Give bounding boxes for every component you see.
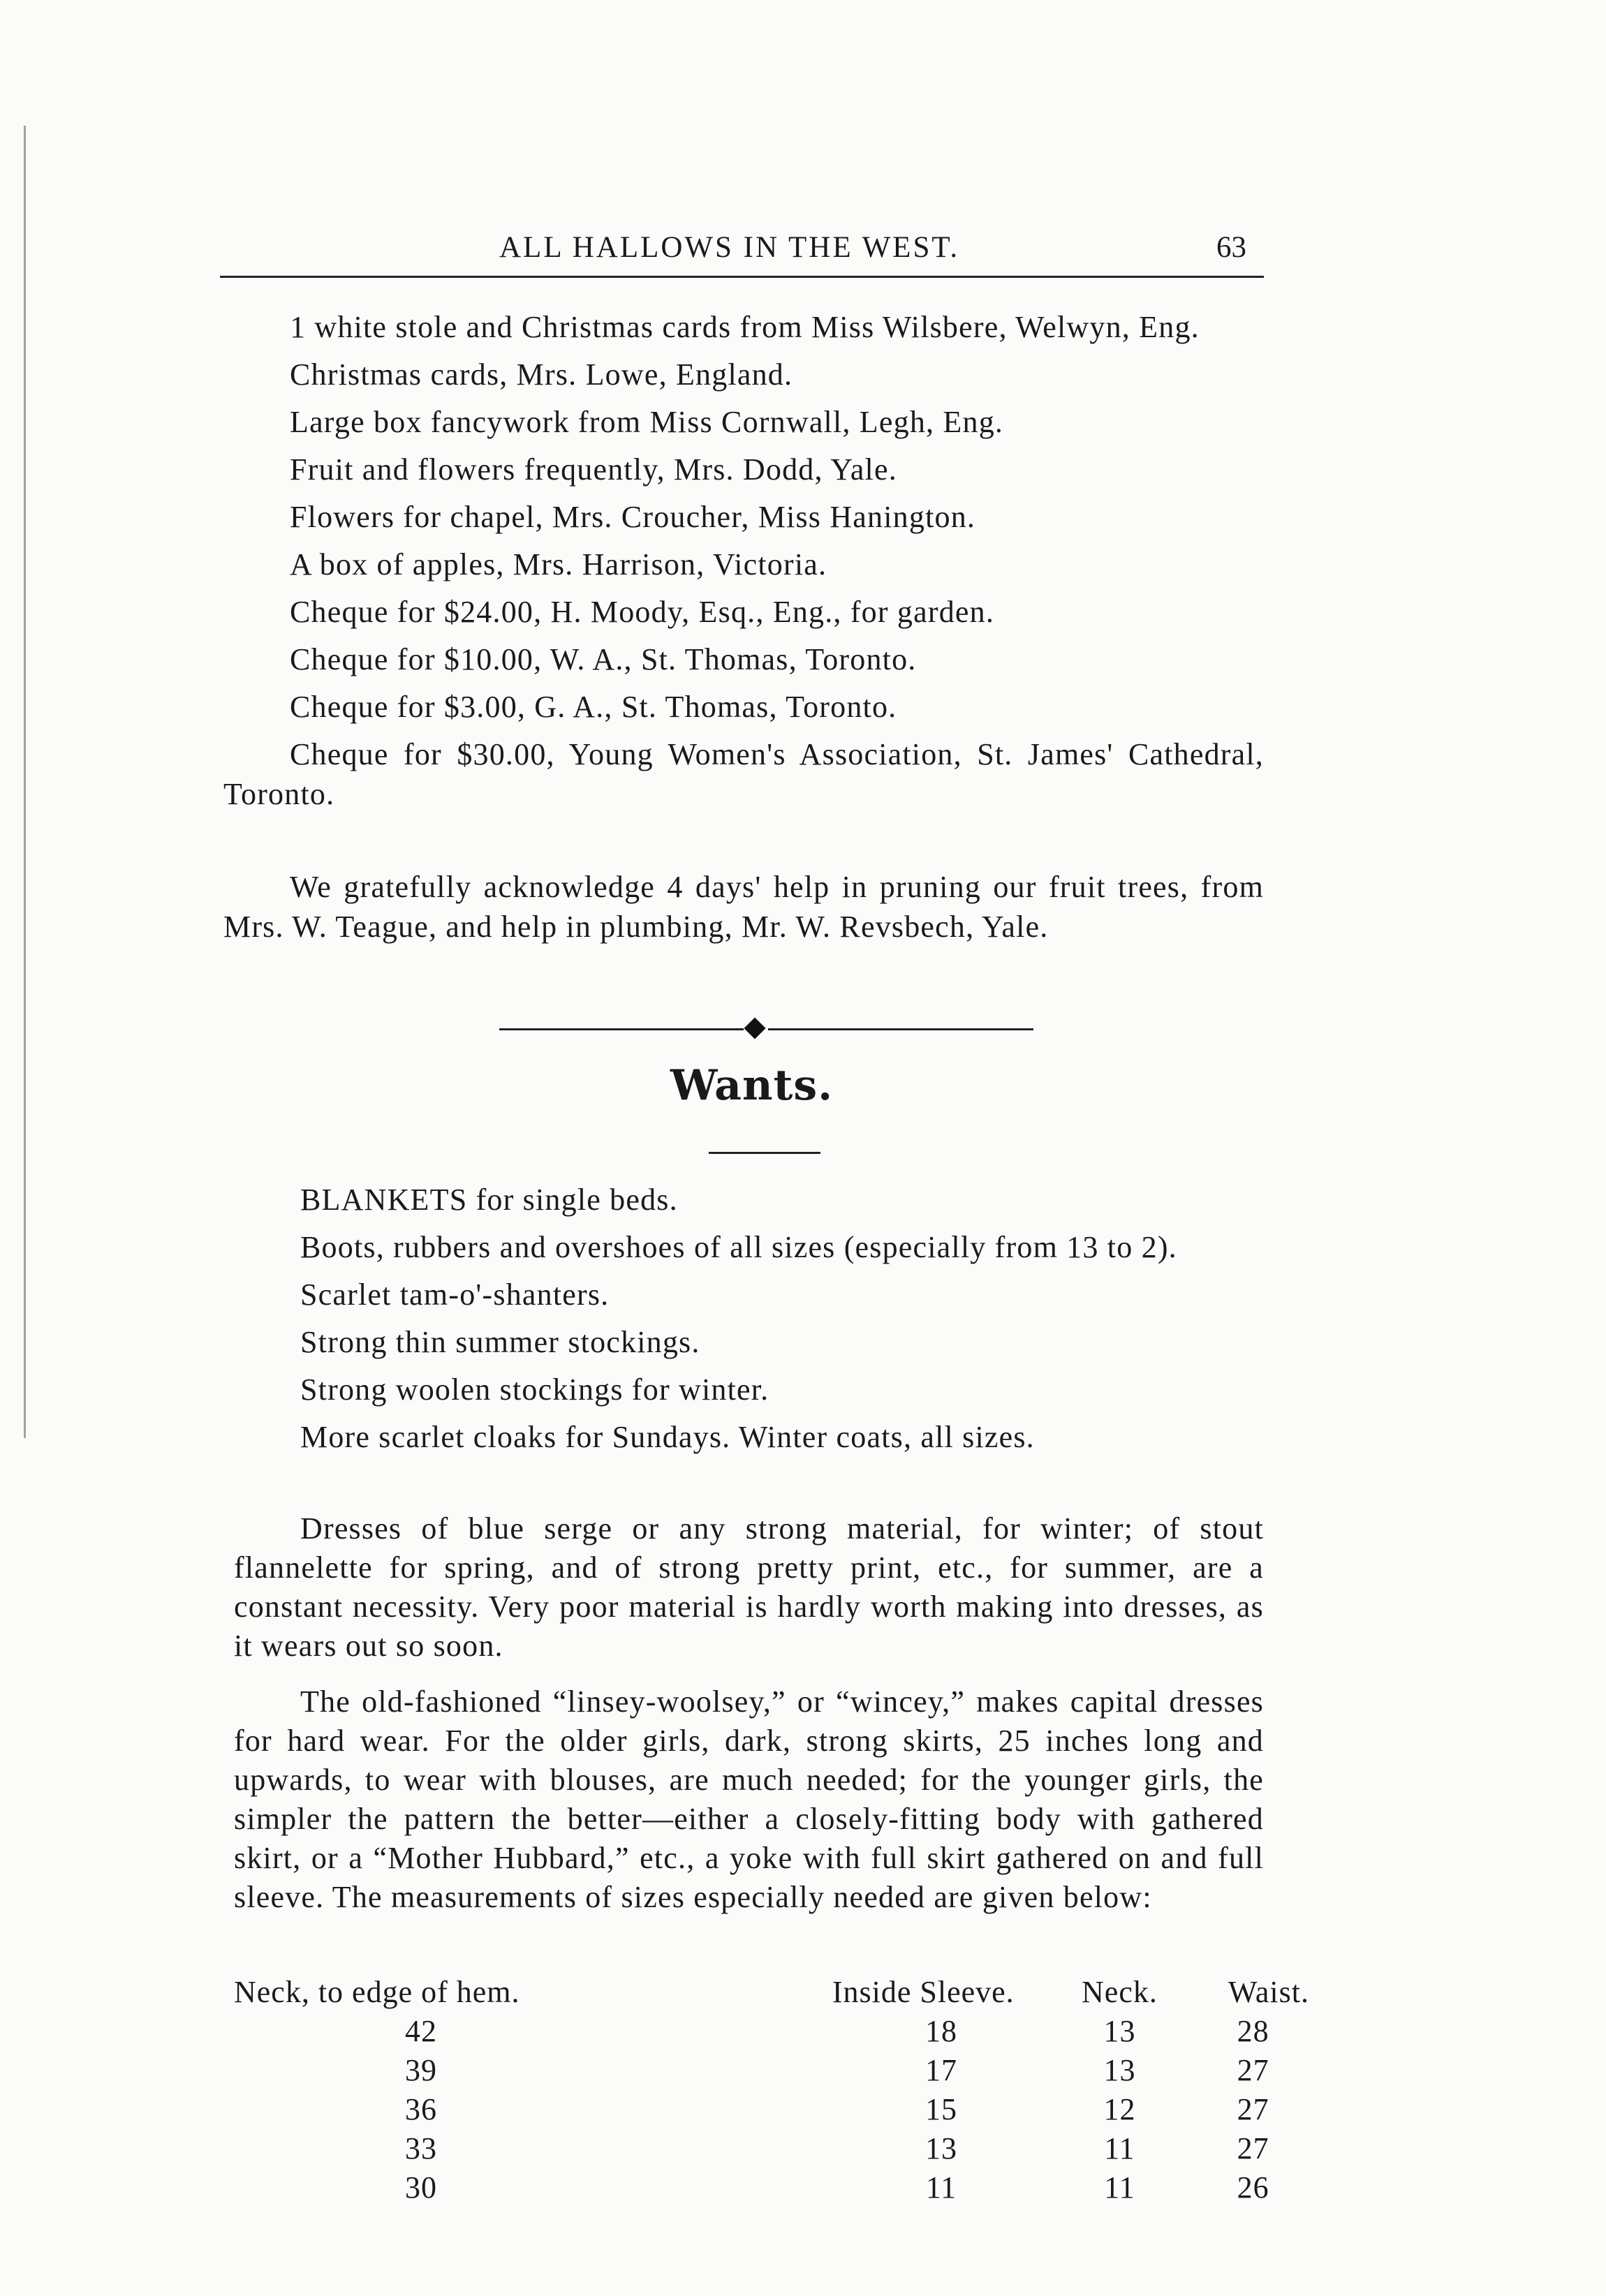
running-title: ALL HALLOWS IN THE WEST. bbox=[499, 231, 960, 264]
table-cell: 15 bbox=[925, 2091, 957, 2126]
table-row bbox=[234, 2168, 1309, 2207]
ack-item: Fruit and flowers frequently, Mrs. Dodd, Yale. bbox=[290, 452, 897, 487]
wants-item: Scarlet tam-o'-shanters. bbox=[300, 1277, 610, 1312]
ack-item: 1 white stole and Christmas cards from Miss Wilsbere, Welwyn, Eng. bbox=[290, 310, 1200, 344]
ack-item: Cheque for $10.00, W. A., St. Thomas, Toronto. bbox=[290, 642, 917, 676]
ack-item: Cheque for $24.00, H. Moody, Esq., Eng., for garden. bbox=[290, 595, 995, 629]
header-rule bbox=[220, 276, 1264, 278]
column-header: Neck, to edge of hem. bbox=[234, 1974, 520, 2009]
section-divider-ornament bbox=[499, 1021, 1033, 1037]
linsey-woolsey-paragraph bbox=[234, 1682, 1264, 1917]
dresses-paragraph bbox=[234, 1509, 1264, 1666]
table-cell: 26 bbox=[1237, 2170, 1269, 2205]
table-row bbox=[234, 2089, 1309, 2128]
diamond-ornament-icon bbox=[744, 1017, 765, 1039]
table-cell: 12 bbox=[1103, 2091, 1136, 2126]
acknowledgements-list bbox=[223, 307, 1264, 822]
table-cell: 39 bbox=[405, 2052, 437, 2087]
table-row bbox=[234, 2050, 1309, 2089]
table-cell: 28 bbox=[1237, 2013, 1269, 2048]
wants-heading-rule bbox=[709, 1152, 820, 1154]
wants-item: Strong thin summer stockings. bbox=[300, 1325, 700, 1359]
ack-item: Flowers for chapel, Mrs. Croucher, Miss Hanington. bbox=[290, 500, 976, 534]
table-cell: 27 bbox=[1237, 2131, 1269, 2165]
table-cell: 11 bbox=[1104, 2170, 1135, 2205]
table-cell: 13 bbox=[925, 2131, 957, 2165]
table-cell: 17 bbox=[925, 2052, 957, 2087]
sizes-table-header-row bbox=[234, 1972, 1309, 2011]
running-header bbox=[220, 230, 1246, 272]
table-cell: 27 bbox=[1237, 2052, 1269, 2087]
wants-item: Boots, rubbers and overshoes of all sizes (especially from 13 to 2). bbox=[300, 1230, 1177, 1264]
wants-item: Strong woolen stockings for winter. bbox=[300, 1372, 769, 1407]
table-cell: 11 bbox=[925, 2170, 957, 2205]
divider-rule-left bbox=[499, 1028, 744, 1030]
table-cell: 36 bbox=[405, 2091, 437, 2126]
ack-item: A box of apples, Mrs. Harrison, Victoria. bbox=[290, 547, 827, 582]
table-cell: 27 bbox=[1237, 2091, 1269, 2126]
ack-item: Cheque for $3.00, G. A., St. Thomas, Toronto. bbox=[290, 690, 897, 724]
wants-item: BLANKETS for single beds. bbox=[300, 1183, 678, 1217]
wants-item: More scarlet cloaks for Sundays. Winter coats, all sizes. bbox=[300, 1420, 1035, 1454]
table-cell: 42 bbox=[405, 2013, 437, 2048]
acknowledgement-note bbox=[223, 867, 1264, 947]
ack-item: Large box fancywork from Miss Cornwall, Legh, Eng. bbox=[290, 405, 1004, 439]
table-cell: 11 bbox=[1104, 2131, 1135, 2165]
ack-note-text: We gratefully acknowledge 4 days' help in pruning our fruit trees, from Mrs. W. Teague, and help in plumbing, Mr. W. Revsbech, Yale. bbox=[223, 870, 1264, 944]
ack-item: Cheque for $30.00, Young Women's Association, St. James' Cathedral, Toronto. bbox=[223, 737, 1264, 811]
table-cell: 33 bbox=[405, 2131, 437, 2165]
column-header: Neck. bbox=[1082, 1974, 1158, 2009]
table-row bbox=[234, 2128, 1309, 2168]
page-number: 63 bbox=[1216, 231, 1246, 264]
table-cell: 13 bbox=[1103, 2013, 1136, 2048]
dresses-text: Dresses of blue serge or any strong material, for winter; of stout flannelette for spring, and of strong pretty print, etc., for summer, are a constant necessity. Very poor material is hardly worth making into dresses, as it wears out so soon. bbox=[234, 1511, 1264, 1663]
divider-rule-right bbox=[768, 1028, 1033, 1030]
table-cell: 18 bbox=[925, 2013, 957, 2048]
wants-list bbox=[234, 1180, 1264, 1465]
linsey-woolsey-text: The old-fashioned “linsey-woolsey,” or “wincey,” makes capital dresses for hard wear. For the older girls, dark, strong skirts, 25 inches long and upwards, to wear with blouses, are much needed; for the younger girls, the simpler the pattern the better—either a closely-fitting body with gathered skirt, or a “Mother Hubbard,” etc., a yoke with full skirt gathered on and full sleeve. The measurements of sizes especially needed are given below: bbox=[234, 1684, 1264, 1914]
table-cell: 13 bbox=[1103, 2052, 1136, 2087]
column-header: Waist. bbox=[1228, 1974, 1309, 2009]
scan-margin-line bbox=[24, 126, 26, 1438]
sizes-table bbox=[234, 1972, 1309, 2207]
ack-item: Christmas cards, Mrs. Lowe, England. bbox=[290, 357, 793, 392]
table-cell: 30 bbox=[405, 2170, 437, 2205]
column-header: Inside Sleeve. bbox=[832, 1974, 1015, 2009]
wants-heading: Wants. bbox=[670, 1061, 834, 1110]
table-row bbox=[234, 2011, 1309, 2050]
